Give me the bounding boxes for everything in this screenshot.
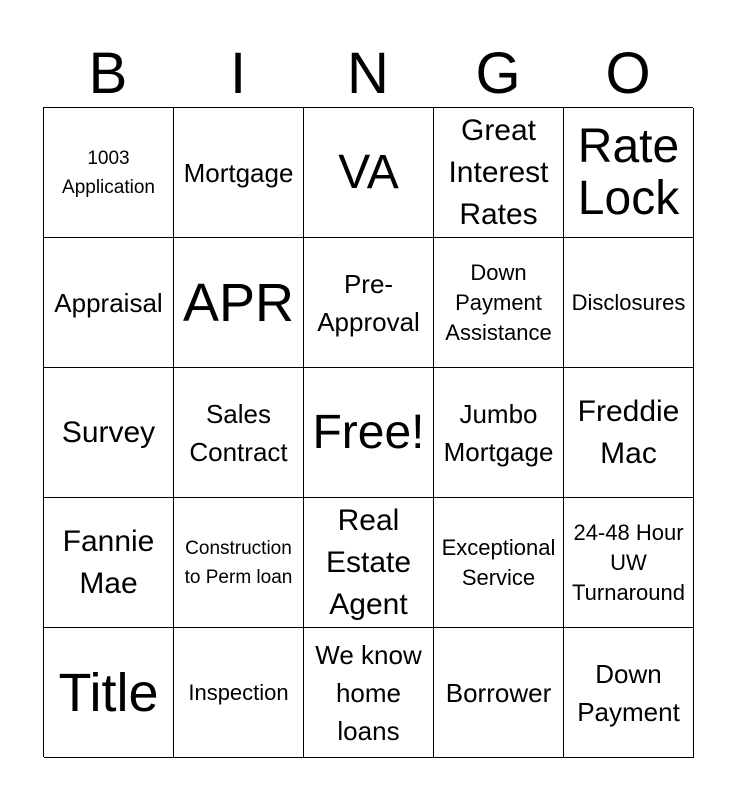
bingo-cell-text: Borrower <box>445 677 552 708</box>
bingo-cell-text: 1003 Application <box>62 147 155 198</box>
bingo-cell[interactable] <box>434 108 564 238</box>
bingo-cell-text: Mortgage <box>183 157 294 188</box>
bingo-cell-text: Exceptional Service <box>441 534 556 590</box>
bingo-cell[interactable] <box>44 368 174 498</box>
bingo-cell[interactable] <box>564 108 694 238</box>
bingo-cell[interactable] <box>174 368 304 498</box>
header-letter-o: O <box>605 41 651 106</box>
bingo-cell-text: Jumbo Mortgage <box>443 398 554 467</box>
bingo-header <box>43 40 693 108</box>
bingo-cell[interactable] <box>434 238 564 368</box>
bingo-cell[interactable] <box>174 238 304 368</box>
bingo-cell-text: Survey <box>61 415 156 449</box>
free-space[interactable] <box>304 368 434 498</box>
bingo-cell[interactable] <box>174 498 304 628</box>
bingo-cell-text: Disclosures <box>571 289 686 315</box>
bingo-cell-text: Appraisal <box>54 287 163 318</box>
bingo-cell-text: VA <box>338 145 399 199</box>
bingo-cell[interactable] <box>44 628 174 758</box>
bingo-grid <box>43 107 693 757</box>
bingo-cell-text: We know home loans <box>315 639 422 746</box>
header-letter-g: G <box>475 41 521 106</box>
header-letter-i: I <box>229 41 247 106</box>
bingo-cell[interactable] <box>434 368 564 498</box>
bingo-cell-text: Down Payment <box>577 658 680 727</box>
bingo-cell-text: Freddie Mac <box>577 394 680 470</box>
bingo-cell[interactable] <box>174 628 304 758</box>
bingo-cell-text: Great Interest Rates <box>448 113 549 231</box>
bingo-cell[interactable] <box>564 628 694 758</box>
bingo-cell-text: Rate Lock <box>577 119 680 225</box>
bingo-cell-text: Inspection <box>188 679 289 705</box>
bingo-cell-text: Sales Contract <box>189 398 288 467</box>
bingo-cell[interactable] <box>304 628 434 758</box>
bingo-cell-text: Pre- Approval <box>317 268 420 337</box>
bingo-cell[interactable] <box>44 108 174 238</box>
bingo-cell-text: Title <box>58 662 159 723</box>
bingo-cell[interactable] <box>564 238 694 368</box>
bingo-cell-text: Free! <box>312 405 425 459</box>
bingo-cell[interactable] <box>44 238 174 368</box>
header-letter-n: N <box>347 41 389 106</box>
bingo-cell[interactable] <box>44 498 174 628</box>
bingo-cell-text: Down Payment Assistance <box>445 259 552 345</box>
bingo-cell[interactable] <box>434 628 564 758</box>
bingo-cell-text: 24-48 Hour UW Turnaround <box>572 519 685 605</box>
bingo-cell-text: Fannie Mae <box>62 524 155 600</box>
bingo-cell-text: Real Estate Agent <box>325 503 412 621</box>
bingo-cell-text: APR <box>182 272 295 333</box>
bingo-cell[interactable] <box>174 108 304 238</box>
bingo-cell-text: Construction to Perm loan <box>184 537 293 588</box>
bingo-cell[interactable] <box>304 498 434 628</box>
bingo-cell[interactable] <box>564 498 694 628</box>
bingo-cell[interactable] <box>564 368 694 498</box>
bingo-cell[interactable] <box>304 238 434 368</box>
header-letter-b: B <box>88 41 128 106</box>
bingo-cell[interactable] <box>304 108 434 238</box>
bingo-cell[interactable] <box>434 498 564 628</box>
